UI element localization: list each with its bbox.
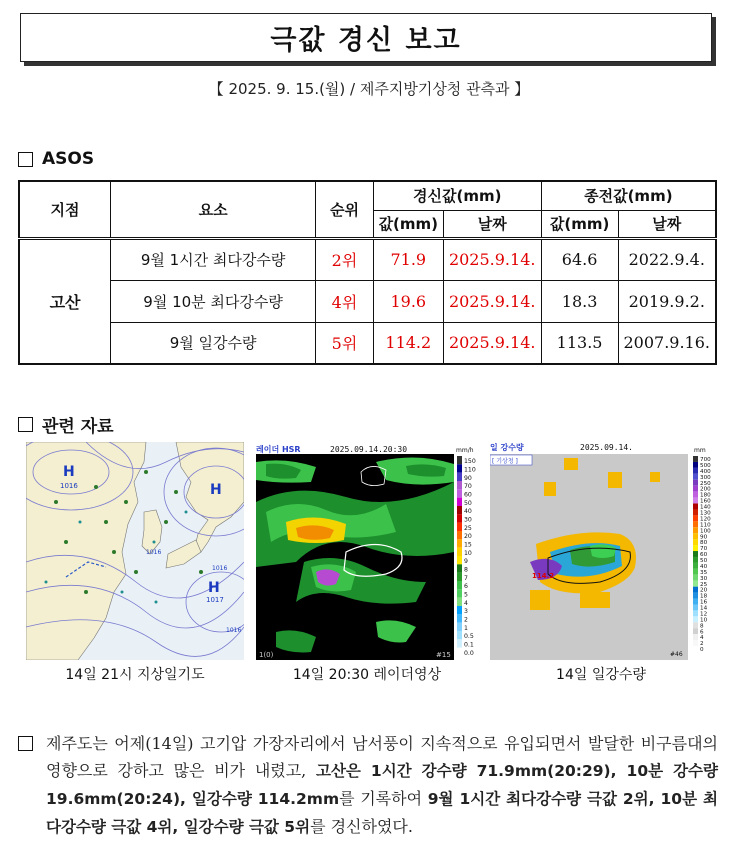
scale-swatch [693,515,698,521]
scale-tick-label: 7 [464,574,468,582]
scale-swatch [457,556,462,564]
scale-swatch [457,514,462,522]
scale-tick-label: 90 [464,474,472,482]
header-previous-value: 값(mm) [541,210,618,238]
scale-tick-label: 4 [700,635,704,642]
scale-swatch [457,639,462,647]
scale-swatch [457,456,462,464]
header-renewed: 경신값(mm) [373,181,541,210]
scale-swatch [693,587,698,593]
scale-tick-label: 110 [700,522,711,529]
high-pressure-label: H [63,464,75,480]
header-renewed-date: 날짜 [443,210,541,238]
scale-swatch [457,631,462,639]
radar-image [256,442,478,660]
scale-tick-label: 2 [464,616,468,624]
page-title: 극값 경신 보고 [20,13,712,62]
scale-tick-label: 160 [700,498,711,505]
scale-swatch [693,575,698,581]
scale-tick-label: 150 [464,458,476,466]
scale-swatch [693,474,698,480]
svg-text:#46: #46 [670,651,683,658]
scale-swatch [457,573,462,581]
scale-tick-label: 10 [464,549,472,557]
svg-text:2025.09.14.: 2025.09.14. [580,443,633,452]
scale-tick-label: 10 [700,617,708,624]
scale-tick-label: 70 [700,546,708,553]
scale-tick-label: 2 [700,641,704,648]
scale-swatch [457,564,462,572]
scale-tick-label: 0.0 [464,649,474,657]
scale-swatch [457,623,462,631]
scale-swatch [693,492,698,498]
asos-table [18,180,717,365]
prev-date-cell: 2022.9.4. [618,238,716,280]
scale-tick-label: 6 [700,629,704,636]
scale-swatch [457,523,462,531]
header-rank: 순위 [316,181,374,238]
scale-tick-label: 9 [464,558,468,566]
header-renewed-value: 값(mm) [373,210,443,238]
scale-swatch [457,531,462,539]
scale-swatch [693,634,698,640]
header-previous-date: 날짜 [618,210,716,238]
prev-value-cell: 113.5 [541,322,618,364]
svg-text:1016: 1016 [212,565,228,572]
scale-swatch [693,539,698,545]
scale-tick-label: 15 [464,541,472,549]
weather-map-image [26,442,244,660]
scale-tick-label: 18 [700,593,708,600]
header-previous: 종전값(mm) [541,181,716,210]
scale-tick-label: 180 [700,492,711,499]
scale-tick-label: 60 [700,552,708,559]
scale-tick-label: 1 [464,624,468,632]
scale-swatch [693,551,698,557]
rank-cell: 5위 [316,322,374,364]
element-cell: 9월 10분 최다강수량 [111,280,316,322]
checkbox-square-icon [18,152,33,167]
table-row [19,238,716,280]
scale-tick-label: 300 [700,474,711,481]
scale-tick-label: 60 [464,491,472,499]
scale-tick-label: 0.5 [464,633,474,641]
weather-map-caption: 14일 21시 지상일기도 [65,667,205,683]
scale-tick-label: 100 [700,528,711,535]
scale-tick-label: 500 [700,462,711,469]
scale-tick-label: 16 [700,599,708,606]
scale-swatch [457,498,462,506]
scale-tick-label: 35 [700,569,708,576]
scale-tick-label: 50 [464,499,472,507]
scale-tick-label: 25 [700,581,708,588]
scale-swatch [693,610,698,616]
daily-rainfall-caption: 14일 일강수량 [556,667,646,683]
svg-text:레이더 HSR: 레이더 HSR [256,445,301,454]
scale-tick-label: 20 [700,587,708,594]
station-cell: 고산 [19,238,111,364]
related-section-label: 관련 자료 [42,417,114,437]
prev-date-cell: 2019.9.2. [618,280,716,322]
scale-swatch [457,598,462,606]
scale-tick-label: 30 [700,575,708,582]
scale-swatch [693,604,698,610]
prev-value-cell: 18.3 [541,280,618,322]
scale-swatch [693,533,698,539]
scale-swatch [457,506,462,514]
scale-tick-label: 400 [700,468,711,475]
table-row [19,322,716,364]
value-cell: 71.9 [373,238,443,280]
scale-tick-label: 20 [464,533,472,541]
scale-tick-label: 700 [700,457,711,464]
scale-swatch [693,521,698,527]
scale-swatch [457,464,462,472]
scale-swatch [693,545,698,551]
scale-tick-label: 40 [464,508,472,516]
scale-swatch [693,468,698,474]
scale-tick-label: 250 [700,480,711,487]
scale-swatch [693,557,698,563]
svg-text:1016: 1016 [226,627,242,634]
scale-tick-label: 120 [700,516,711,523]
scale-tick-label: 80 [700,540,708,547]
scale-tick-label: 8 [700,623,704,630]
scale-swatch [457,473,462,481]
scale-tick-label: 0.1 [464,641,474,649]
svg-text:1016: 1016 [146,549,162,556]
table-row [19,280,716,322]
header-station: 지점 [19,181,111,238]
scale-tick-label: 6 [464,583,468,591]
scale-swatch [457,606,462,614]
scale-swatch [693,569,698,575]
scale-tick-label: 90 [700,534,708,541]
scale-tick-label: 70 [464,483,472,491]
date-cell: 2025.9.14. [443,238,541,280]
element-cell: 9월 1시간 최다강수량 [111,238,316,280]
scale-swatch [693,480,698,486]
high-pressure-label: H [210,482,222,498]
scale-tick-label: 12 [700,611,708,618]
scale-tick-label: 130 [700,510,711,517]
scale-swatch [693,622,698,628]
scale-swatch [693,640,698,646]
scale-tick-label: 30 [464,516,472,524]
svg-text:mm/h: mm/h [456,447,474,454]
scale-tick-label: 4 [464,599,468,607]
prev-value-cell: 64.6 [541,238,618,280]
high-pressure-label: H [208,580,220,596]
rank-cell: 2위 [316,238,374,280]
scale-swatch [693,498,698,504]
scale-swatch [693,563,698,569]
scale-swatch [693,486,698,492]
svg-text:1(0): 1(0) [259,651,274,659]
svg-text:일 강수량: 일 강수량 [490,443,524,452]
scale-swatch [693,462,698,468]
svg-text:#15: #15 [436,651,451,659]
header-element: 요소 [111,181,316,238]
scale-swatch [693,504,698,510]
rank-cell: 4위 [316,280,374,322]
scale-swatch [693,456,698,462]
checkbox-square-icon [18,417,33,432]
svg-text:1017: 1017 [206,596,224,604]
element-cell: 9월 일강수량 [111,322,316,364]
subtitle: 【 2025. 9. 15.(월) / 제주지방기상청 관측과 】 [208,80,530,98]
scale-tick-label: 0 [700,647,704,654]
svg-text:[ 기상청 ]: [ 기상청 ] [492,458,518,465]
scale-swatch [457,589,462,597]
scale-swatch [457,648,462,656]
scale-tick-label: 40 [700,563,708,570]
scale-swatch [693,646,698,652]
scale-swatch [457,481,462,489]
scale-tick-label: 200 [700,486,711,493]
scale-swatch [457,548,462,556]
scale-tick-label: 140 [700,504,711,511]
scale-swatch [693,599,698,605]
gosan-marker: 114.2 [532,572,555,580]
scale-tick-label: 3 [464,608,468,616]
date-cell: 2025.9.14. [443,280,541,322]
summary-paragraph: 제주도는 어제(14일) 고기압 가장자리에서 남서풍이 지속적으로 유입되면서 발달한 비구름대의 영향으로 강하고 많은 비가 내렸고, 고산은 1시간 강수량 71.9mm(20:29), 10분 강수량 19.6mm(20:24), 일강수량 114.2mm를 기록하여 9월 1시간 최다강수량 극값 2위, 10분 최다강수량 극값 4위, 일강수량 극값 5위를 경신하였다. [18,730,718,841]
value-cell: 19.6 [373,280,443,322]
surface-weather-map [26,442,244,660]
scale-swatch [693,593,698,599]
scale-swatch [693,616,698,622]
scale-swatch [693,527,698,533]
scale-tick-label: 8 [464,566,468,574]
scale-swatch [457,614,462,622]
scale-swatch [693,509,698,515]
scale-swatch [457,489,462,497]
scale-tick-label: 25 [464,524,472,532]
prev-date-cell: 2007.9.16. [618,322,716,364]
svg-text:2025.09.14.20:30: 2025.09.14.20:30 [330,445,408,454]
scale-tick-label: 50 [700,558,708,565]
svg-text:1016: 1016 [60,482,78,490]
daily-rainfall-image [490,442,712,660]
scale-swatch [693,581,698,587]
scale-swatch [457,581,462,589]
asos-section-label: ASOS [42,149,95,169]
checkbox-square-icon [18,736,33,751]
scale-swatch [457,539,462,547]
asos-section-heading [18,149,94,169]
svg-text:mm: mm [694,447,706,454]
date-cell: 2025.9.14. [443,322,541,364]
related-section-heading [18,412,114,437]
scale-swatch [693,628,698,634]
radar-caption: 14일 20:30 레이더영상 [292,667,442,683]
scale-tick-label: 14 [700,605,708,612]
scale-tick-label: 110 [464,466,476,474]
scale-tick-label: 5 [464,591,468,599]
value-cell: 114.2 [373,322,443,364]
